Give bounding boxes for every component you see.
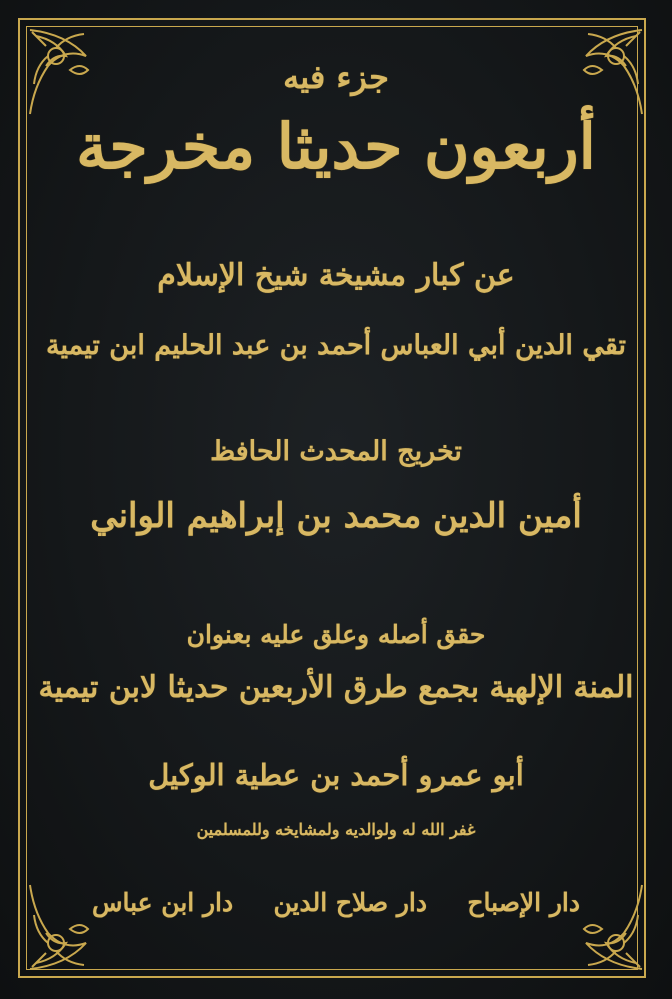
publisher-dar-al-isbah: دار الإصباح	[467, 888, 580, 917]
editor-intro-label: حقق أصله وعلق عليه بعنوان	[186, 620, 486, 649]
book-title: أربعون حديثا مخرجة	[76, 110, 596, 183]
publisher-dar-ibn-abbas: دار ابن عباس	[92, 888, 234, 917]
publishers-row	[92, 888, 580, 917]
hafiz-name: أمين الدين محمد بن إبراهيم الواني	[90, 496, 582, 536]
dua-line: غفر الله له ولوالديه ولمشايخه وللمسلمين	[196, 820, 476, 839]
editor-name: أبو عمرو أحمد بن عطية الوكيل	[148, 758, 524, 792]
edition-title: المنة الإلهية بجمع طرق الأربعين حديثا لابن تيمية	[38, 670, 634, 705]
juz-fihi-heading: جزء فيه	[283, 58, 389, 96]
corner-ornament-top-right	[554, 26, 646, 118]
subtitle-line-1: عن كبار مشيخة شيخ الإسلام	[157, 258, 515, 293]
publisher-dar-salah-al-din: دار صلاح الدين	[273, 888, 427, 917]
takhrij-label: تخريج المحدث الحافظ	[210, 436, 462, 467]
subtitle-line-2: تقي الدين أبي العباس أحمد بن عبد الحليم ابن تيمية	[46, 330, 626, 361]
corner-ornament-top-left	[26, 26, 118, 118]
